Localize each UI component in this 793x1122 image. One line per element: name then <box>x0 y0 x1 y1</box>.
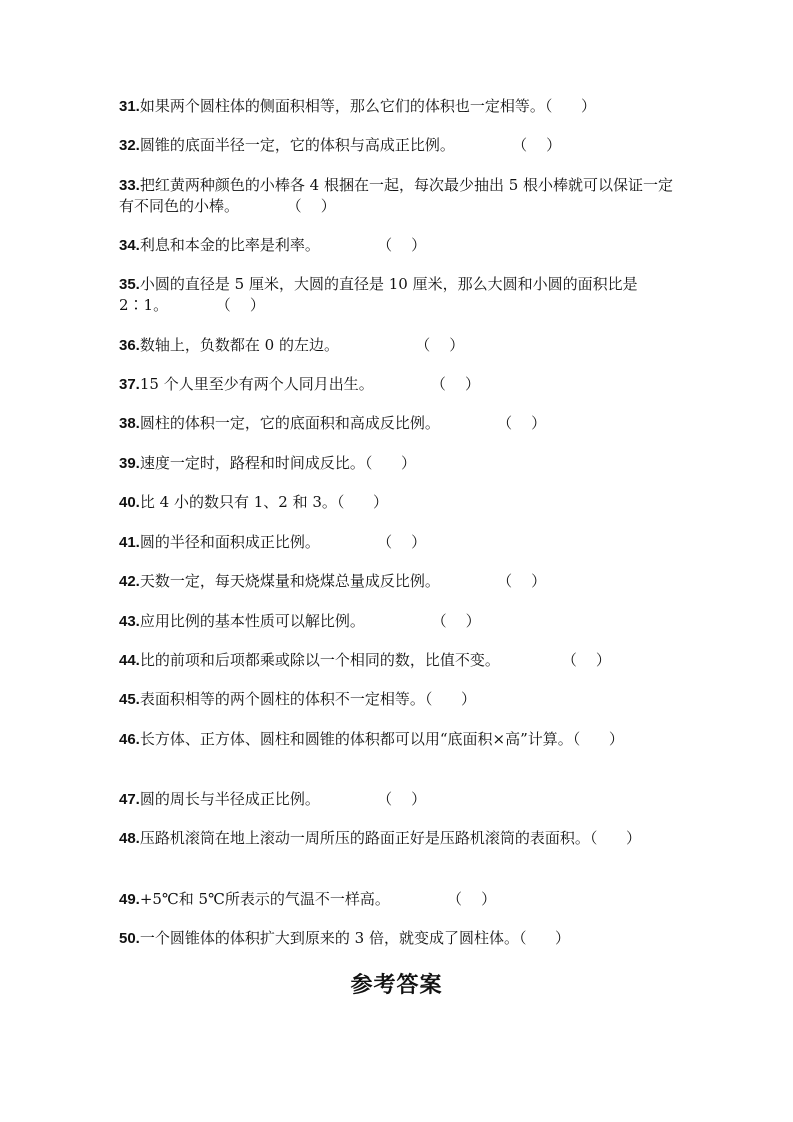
question-text: 圆的半径和面积成正比例。 （ ） <box>139 533 427 551</box>
question-number: 34. <box>119 237 140 254</box>
question-36 <box>119 335 679 356</box>
answers-heading: 参考答案 <box>350 972 443 998</box>
question-number: 33. <box>119 177 140 194</box>
question-number: 49. <box>119 891 140 908</box>
question-text: 如果两个圆柱体的侧面积相等，那么它们的体积也一定相等。（ ） <box>139 97 596 115</box>
question-text: 15 个人里至少有两个人同月出生。 （ ） <box>139 375 481 393</box>
question-45 <box>119 689 679 710</box>
question-number: 31. <box>119 98 140 115</box>
question-text: 小圆的直径是 5 厘米，大圆的直径是 10 厘米，那么大圆和小圆的面积比是 2∶1。 （ ） <box>119 275 638 314</box>
question-46 <box>119 729 679 750</box>
question-number: 38. <box>119 415 140 432</box>
question-number: 43. <box>119 613 140 630</box>
question-number: 40. <box>119 494 140 511</box>
question-number: 41. <box>119 534 140 551</box>
question-37 <box>119 374 679 395</box>
question-text: 长方体、正方体、圆柱和圆锥的体积都可以用“底面积×高”计算。（ ） <box>139 730 624 748</box>
question-number: 45. <box>119 691 140 708</box>
question-number: 37. <box>119 376 140 393</box>
question-text: 一个圆锥体的体积扩大到原来的 3 倍，就变成了圆柱体。（ ） <box>139 929 571 947</box>
question-text: 圆的周长与半径成正比例。 （ ） <box>139 790 427 808</box>
question-34 <box>119 235 679 256</box>
question-40 <box>119 492 679 513</box>
question-number: 50. <box>119 930 140 947</box>
question-44 <box>119 650 679 671</box>
question-43 <box>119 611 679 632</box>
question-number: 42. <box>119 573 140 590</box>
question-47 <box>119 789 679 810</box>
question-50 <box>119 928 679 949</box>
question-text: 圆锥的底面半径一定，它的体积与高成正比例。 （ ） <box>139 136 562 154</box>
question-text: 应用比例的基本性质可以解比例。 （ ） <box>139 612 481 630</box>
question-number: 44. <box>119 652 140 669</box>
question-text: 速度一定时，路程和时间成反比。（ ） <box>139 454 416 472</box>
question-text: +5℃和 5℃所表示的气温不一样高。 （ ） <box>139 890 497 908</box>
question-text: 把红黄两种颜色的小棒各 4 根捆在一起，每次最少抽出 5 根小棒就可以保证一定有不同色的小棒。 （ ） <box>119 176 674 215</box>
question-number: 48. <box>119 830 140 847</box>
question-39 <box>119 453 679 474</box>
question-41 <box>119 532 679 553</box>
question-text: 天数一定，每天烧煤量和烧煤总量成反比例。 （ ） <box>139 572 547 590</box>
question-text: 压路机滚筒在地上滚动一周所压的路面正好是压路机滚筒的表面积。（ ） <box>139 829 641 847</box>
question-number: 39. <box>119 455 140 472</box>
question-text: 比的前项和后项都乘或除以一个相同的数，比值不变。 （ ） <box>139 651 611 669</box>
question-number: 35. <box>119 276 140 293</box>
question-text: 比 4 小的数只有 1、2 和 3。（ ） <box>139 493 388 511</box>
question-text: 圆柱的体积一定，它的底面积和高成反比例。 （ ） <box>139 414 547 432</box>
question-text: 表面积相等的两个圆柱的体积不一定相等。（ ） <box>139 690 476 708</box>
question-32 <box>119 135 679 156</box>
question-48 <box>119 828 679 849</box>
question-33 <box>119 175 679 217</box>
question-number: 47. <box>119 791 140 808</box>
question-42 <box>119 571 679 592</box>
question-number: 46. <box>119 731 140 748</box>
question-49 <box>119 889 679 910</box>
question-text: 数轴上，负数都在 0 的左边。 （ ） <box>139 336 465 354</box>
question-number: 32. <box>119 137 140 154</box>
question-number: 36. <box>119 337 140 354</box>
question-38 <box>119 413 679 434</box>
question-text: 利息和本金的比率是利率。 （ ） <box>139 236 427 254</box>
question-35 <box>119 274 679 316</box>
question-31 <box>119 96 679 117</box>
